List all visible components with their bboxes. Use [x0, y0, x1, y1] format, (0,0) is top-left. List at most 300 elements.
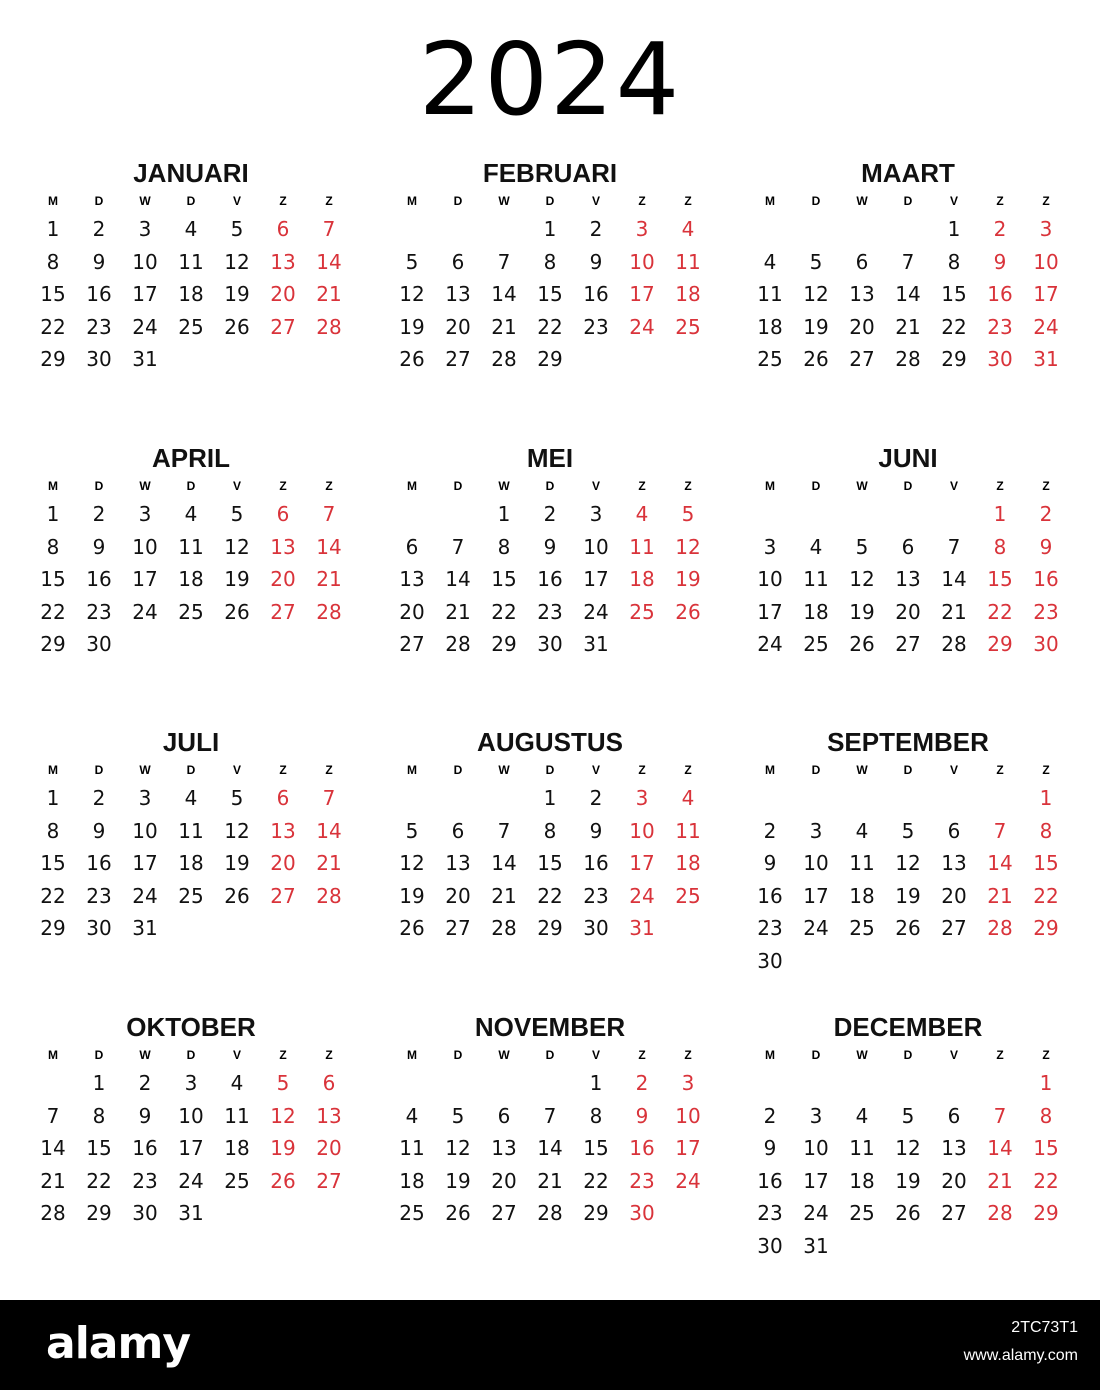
weekend-day: 21: [987, 1168, 1013, 1193]
weekend-day: 7: [322, 217, 336, 241]
weekday-day: 23: [757, 1201, 783, 1225]
weekday-day: 20: [491, 1168, 517, 1193]
weekday-day: 10: [583, 534, 609, 559]
weekday-header: D: [545, 194, 555, 208]
weekday-header: Z: [638, 194, 646, 208]
weekday-day: 17: [803, 1168, 829, 1193]
weekend-day: 27: [270, 314, 296, 339]
weekday-day: 11: [178, 534, 204, 559]
weekday-day: 19: [895, 1168, 921, 1193]
weekday-day: 6: [451, 249, 465, 274]
weekday-day: 2: [589, 217, 603, 241]
weekday-header: Z: [325, 194, 333, 208]
weekday-day: 3: [589, 502, 603, 526]
weekday-day: 9: [589, 818, 603, 843]
weekend-day: 21: [316, 851, 342, 875]
weekday-day: 2: [92, 786, 106, 810]
weekday-day: 2: [543, 502, 557, 526]
weekday-day: 19: [895, 883, 921, 908]
weekday-header: D: [94, 194, 104, 208]
weekday-day: 5: [230, 786, 244, 810]
weekday-day: 28: [445, 632, 471, 656]
weekday-day: 1: [543, 786, 557, 810]
weekday-day: 13: [895, 567, 921, 591]
weekday-day: 14: [941, 567, 967, 591]
weekday-day: 5: [901, 1103, 915, 1128]
weekday-day: 18: [178, 567, 204, 591]
month-juli: [30, 724, 352, 964]
weekday-header: Z: [684, 1048, 692, 1062]
weekday-day: 4: [855, 1103, 869, 1128]
weekday-header: Z: [1042, 194, 1050, 208]
weekday-day: 24: [132, 883, 158, 908]
weekday-header: M: [48, 763, 58, 777]
weekday-header: M: [48, 194, 58, 208]
weekday-header: W: [498, 194, 510, 208]
weekday-day: 26: [224, 883, 250, 908]
weekday-day: 17: [132, 567, 158, 591]
weekday-header: W: [139, 763, 151, 777]
weekday-day: 29: [40, 347, 66, 371]
site-url-label: www.alamy.com: [963, 1347, 1078, 1364]
weekend-day: 3: [635, 217, 649, 241]
weekday-day: 5: [405, 818, 419, 843]
weekday-header: D: [903, 1048, 913, 1062]
weekend-day: 1: [1039, 1071, 1053, 1095]
weekday-day: 22: [40, 599, 66, 624]
weekday-day: 25: [849, 916, 875, 940]
weekday-day: 13: [849, 282, 875, 306]
weekday-day: 24: [132, 599, 158, 624]
weekend-day: 3: [635, 786, 649, 810]
weekday-day: 30: [757, 948, 783, 973]
weekday-day: 27: [445, 347, 471, 371]
weekday-header: Z: [996, 763, 1004, 777]
month-title: DECEMBER: [833, 1012, 983, 1042]
weekday-day: 27: [491, 1201, 517, 1225]
weekday-day: 12: [224, 249, 250, 274]
weekday-header: Z: [638, 763, 646, 777]
weekday-day: 25: [849, 1201, 875, 1225]
weekday-day: 30: [86, 347, 112, 371]
weekday-day: 18: [757, 314, 783, 339]
weekday-header: Z: [684, 479, 692, 493]
weekend-day: 9: [635, 1103, 649, 1128]
weekday-day: 25: [178, 599, 204, 624]
weekday-day: 11: [224, 1103, 250, 1128]
weekday-header: V: [232, 763, 241, 777]
weekday-day: 29: [583, 1201, 609, 1225]
weekday-day: 19: [399, 883, 425, 908]
weekend-day: 1: [1039, 786, 1053, 810]
weekday-day: 8: [497, 534, 511, 559]
weekday-day: 19: [445, 1168, 471, 1193]
weekday-day: 9: [138, 1103, 152, 1128]
weekday-header: Z: [325, 479, 333, 493]
weekday-day: 1: [589, 1071, 603, 1095]
weekday-day: 5: [451, 1103, 465, 1128]
weekday-day: 12: [399, 851, 425, 875]
month-maart: [747, 155, 1069, 395]
weekday-header: W: [856, 763, 868, 777]
weekend-day: 28: [316, 599, 342, 624]
weekday-day: 17: [132, 851, 158, 875]
weekend-day: 20: [270, 282, 296, 306]
weekend-day: 7: [993, 1103, 1007, 1128]
alamy-logo: alamy: [46, 1318, 190, 1369]
weekday-day: 30: [583, 916, 609, 940]
weekend-day: 8: [1039, 1103, 1053, 1128]
weekday-day: 22: [537, 883, 563, 908]
weekday-day: 30: [86, 632, 112, 656]
weekday-header: M: [765, 763, 775, 777]
weekday-day: 3: [763, 534, 777, 559]
month-november: [389, 1009, 711, 1249]
weekday-day: 12: [849, 567, 875, 591]
weekday-day: 8: [46, 534, 60, 559]
weekday-day: 19: [224, 567, 250, 591]
weekday-day: 4: [184, 786, 198, 810]
weekday-header: D: [94, 479, 104, 493]
weekday-day: 21: [491, 883, 517, 908]
weekday-day: 9: [763, 1136, 777, 1160]
weekday-header: V: [591, 194, 600, 208]
weekday-day: 11: [849, 851, 875, 875]
weekday-day: 12: [803, 282, 829, 306]
weekday-day: 6: [451, 818, 465, 843]
weekday-day: 20: [445, 314, 471, 339]
weekday-day: 18: [849, 883, 875, 908]
weekend-day: 9: [1039, 534, 1053, 559]
weekend-day: 23: [1033, 599, 1059, 624]
weekend-day: 16: [987, 282, 1013, 306]
weekday-day: 7: [901, 249, 915, 274]
weekday-day: 30: [537, 632, 563, 656]
weekend-day: 11: [675, 249, 701, 274]
weekend-day: 30: [629, 1201, 655, 1225]
weekend-day: 24: [629, 883, 655, 908]
weekend-day: 6: [276, 217, 290, 241]
weekday-header: D: [453, 763, 463, 777]
weekday-day: 31: [178, 1201, 204, 1225]
weekday-day: 23: [537, 599, 563, 624]
weekend-day: 15: [987, 567, 1013, 591]
weekday-day: 19: [224, 282, 250, 306]
weekend-day: 12: [675, 534, 701, 559]
weekday-day: 22: [491, 599, 517, 624]
weekday-day: 3: [138, 502, 152, 526]
month-title: JULI: [162, 727, 220, 757]
weekday-day: 23: [86, 314, 112, 339]
month-title: JANUARI: [133, 158, 249, 188]
weekend-day: 17: [629, 282, 655, 306]
weekday-header: V: [949, 763, 958, 777]
weekday-day: 26: [803, 347, 829, 371]
weekend-day: 1: [993, 502, 1007, 526]
weekday-header: D: [545, 1048, 555, 1062]
weekend-day: 17: [629, 851, 655, 875]
weekday-day: 7: [543, 1103, 557, 1128]
weekday-header: Z: [996, 1048, 1004, 1062]
weekday-day: 27: [399, 632, 425, 656]
weekday-day: 3: [184, 1071, 198, 1095]
weekend-day: 4: [681, 217, 695, 241]
weekday-day: 27: [941, 916, 967, 940]
weekday-day: 13: [445, 851, 471, 875]
month-title: MEI: [526, 443, 574, 473]
weekday-header: V: [232, 194, 241, 208]
weekday-header: D: [186, 763, 196, 777]
weekend-day: 24: [629, 314, 655, 339]
weekend-day: 26: [270, 1168, 296, 1193]
weekend-day: 23: [629, 1168, 655, 1193]
weekend-day: 18: [629, 567, 655, 591]
weekday-day: 27: [941, 1201, 967, 1225]
weekday-header: M: [407, 763, 417, 777]
weekday-day: 8: [46, 818, 60, 843]
month-april: [30, 440, 352, 680]
weekday-header: M: [765, 479, 775, 493]
weekday-day: 12: [224, 818, 250, 843]
weekday-day: 7: [46, 1103, 60, 1128]
weekday-day: 16: [86, 282, 112, 306]
weekend-day: 24: [1033, 314, 1059, 339]
weekday-header: W: [139, 194, 151, 208]
weekday-day: 26: [445, 1201, 471, 1225]
weekday-day: 15: [40, 567, 66, 591]
weekday-header: Z: [638, 479, 646, 493]
weekday-header: M: [48, 1048, 58, 1062]
weekday-day: 25: [757, 347, 783, 371]
weekday-header: D: [94, 1048, 104, 1062]
weekday-day: 15: [941, 282, 967, 306]
weekday-day: 16: [132, 1136, 158, 1160]
weekday-day: 4: [184, 502, 198, 526]
weekday-day: 4: [184, 217, 198, 241]
weekend-day: 8: [1039, 818, 1053, 843]
weekday-day: 1: [46, 786, 60, 810]
month-title: NOVEMBER: [474, 1012, 626, 1042]
weekday-day: 14: [491, 282, 517, 306]
weekend-day: 14: [987, 1136, 1013, 1160]
weekday-day: 17: [178, 1136, 204, 1160]
weekday-header: Z: [1042, 763, 1050, 777]
weekday-day: 4: [809, 534, 823, 559]
weekday-day: 5: [855, 534, 869, 559]
weekend-day: 28: [316, 883, 342, 908]
weekday-day: 22: [583, 1168, 609, 1193]
weekday-day: 9: [92, 818, 106, 843]
weekday-day: 22: [86, 1168, 112, 1193]
weekday-header: D: [186, 479, 196, 493]
weekday-header: M: [765, 194, 775, 208]
weekend-day: 19: [270, 1136, 296, 1160]
weekday-day: 3: [809, 1103, 823, 1128]
weekday-day: 25: [178, 883, 204, 908]
weekday-day: 20: [941, 1168, 967, 1193]
weekday-day: 2: [138, 1071, 152, 1095]
weekday-header: W: [856, 194, 868, 208]
weekday-day: 14: [895, 282, 921, 306]
weekday-day: 6: [405, 534, 419, 559]
weekday-day: 4: [405, 1103, 419, 1128]
weekend-day: 28: [316, 314, 342, 339]
weekday-header: D: [94, 763, 104, 777]
weekday-day: 29: [491, 632, 517, 656]
weekend-day: 17: [675, 1136, 701, 1160]
weekday-day: 29: [537, 916, 563, 940]
weekday-day: 2: [92, 217, 106, 241]
weekday-day: 2: [589, 786, 603, 810]
weekday-day: 10: [132, 818, 158, 843]
weekday-header: D: [453, 1048, 463, 1062]
weekday-day: 24: [803, 1201, 829, 1225]
weekday-day: 16: [757, 1168, 783, 1193]
weekend-day: 24: [675, 1168, 701, 1193]
weekday-day: 3: [138, 786, 152, 810]
weekend-day: 31: [629, 916, 655, 940]
weekday-day: 10: [178, 1103, 204, 1128]
weekday-day: 2: [92, 502, 106, 526]
weekday-day: 24: [803, 916, 829, 940]
weekend-day: 27: [316, 1168, 342, 1193]
weekday-day: 28: [491, 347, 517, 371]
weekday-header: W: [139, 1048, 151, 1062]
weekday-header: Z: [996, 194, 1004, 208]
weekday-day: 26: [895, 916, 921, 940]
weekday-day: 4: [230, 1071, 244, 1095]
weekday-day: 14: [445, 567, 471, 591]
weekday-day: 26: [849, 632, 875, 656]
weekday-day: 8: [46, 249, 60, 274]
weekday-day: 10: [132, 249, 158, 274]
weekday-day: 28: [491, 916, 517, 940]
weekday-day: 23: [86, 599, 112, 624]
weekend-day: 20: [270, 567, 296, 591]
weekday-day: 8: [543, 249, 557, 274]
weekday-day: 11: [399, 1136, 425, 1160]
weekend-day: 22: [1033, 883, 1059, 908]
weekday-day: 15: [583, 1136, 609, 1160]
weekend-day: 11: [675, 818, 701, 843]
weekday-header: D: [545, 763, 555, 777]
weekday-header: Z: [1042, 479, 1050, 493]
weekday-day: 5: [809, 249, 823, 274]
weekend-day: 2: [1039, 502, 1053, 526]
weekday-day: 2: [763, 818, 777, 843]
weekday-day: 29: [40, 916, 66, 940]
weekday-day: 22: [941, 314, 967, 339]
weekday-day: 10: [132, 534, 158, 559]
weekday-day: 12: [895, 851, 921, 875]
month-title: APRIL: [152, 443, 230, 473]
weekday-day: 4: [763, 249, 777, 274]
weekday-day: 9: [763, 851, 777, 875]
weekday-day: 5: [230, 217, 244, 241]
weekday-day: 21: [537, 1168, 563, 1193]
weekday-day: 21: [40, 1168, 66, 1193]
weekday-day: 21: [895, 314, 921, 339]
weekday-header: D: [903, 763, 913, 777]
weekend-day: 16: [1033, 567, 1059, 591]
weekday-day: 3: [809, 818, 823, 843]
weekend-day: 28: [987, 1201, 1013, 1225]
weekday-day: 18: [178, 282, 204, 306]
weekday-day: 23: [86, 883, 112, 908]
weekend-day: 26: [675, 599, 701, 624]
weekend-day: 10: [675, 1103, 701, 1128]
weekday-day: 26: [399, 347, 425, 371]
weekday-day: 5: [901, 818, 915, 843]
weekend-day: 21: [316, 567, 342, 591]
weekday-day: 6: [901, 534, 915, 559]
weekend-day: 18: [675, 282, 701, 306]
month-title: OKTOBER: [126, 1012, 256, 1042]
month-februari: [389, 155, 711, 395]
weekday-header: V: [591, 1048, 600, 1062]
weekday-day: 1: [92, 1071, 106, 1095]
weekday-day: 27: [445, 916, 471, 940]
weekend-day: 4: [635, 502, 649, 526]
weekday-day: 17: [583, 567, 609, 591]
weekday-header: W: [856, 479, 868, 493]
weekday-day: 16: [86, 851, 112, 875]
watermark-banner: [0, 1300, 1100, 1390]
weekday-header: V: [591, 479, 600, 493]
weekday-day: 20: [445, 883, 471, 908]
weekday-header: M: [407, 194, 417, 208]
weekday-header: Z: [279, 763, 287, 777]
weekday-day: 1: [46, 502, 60, 526]
weekday-day: 17: [757, 599, 783, 624]
weekday-day: 9: [543, 534, 557, 559]
image-id-label: 2TC73T1: [1011, 1319, 1078, 1336]
weekday-day: 12: [895, 1136, 921, 1160]
weekday-day: 7: [497, 818, 511, 843]
weekday-day: 8: [543, 818, 557, 843]
weekday-day: 26: [399, 916, 425, 940]
weekday-day: 23: [132, 1168, 158, 1193]
weekday-day: 16: [537, 567, 563, 591]
weekday-day: 10: [803, 1136, 829, 1160]
weekday-day: 22: [537, 314, 563, 339]
month-title: MAART: [861, 158, 955, 188]
weekend-day: 12: [270, 1103, 296, 1128]
weekend-day: 6: [276, 786, 290, 810]
weekday-day: 21: [445, 599, 471, 624]
weekday-header: D: [811, 194, 821, 208]
weekday-day: 9: [92, 249, 106, 274]
weekday-day: 27: [849, 347, 875, 371]
weekday-day: 22: [40, 883, 66, 908]
weekday-day: 9: [589, 249, 603, 274]
weekday-day: 31: [803, 1233, 829, 1258]
weekday-day: 14: [40, 1136, 66, 1160]
weekday-day: 5: [230, 502, 244, 526]
weekday-header: M: [765, 1048, 775, 1062]
weekend-day: 4: [681, 786, 695, 810]
calendar-year-title: 2024: [418, 21, 682, 138]
weekday-day: 12: [399, 282, 425, 306]
weekend-day: 19: [675, 567, 701, 591]
weekend-day: 18: [675, 851, 701, 875]
weekday-day: 19: [849, 599, 875, 624]
weekend-day: 13: [270, 249, 296, 274]
weekday-day: 30: [132, 1201, 158, 1225]
weekday-header: M: [407, 479, 417, 493]
month-januari: [30, 155, 352, 395]
weekday-day: 5: [405, 249, 419, 274]
